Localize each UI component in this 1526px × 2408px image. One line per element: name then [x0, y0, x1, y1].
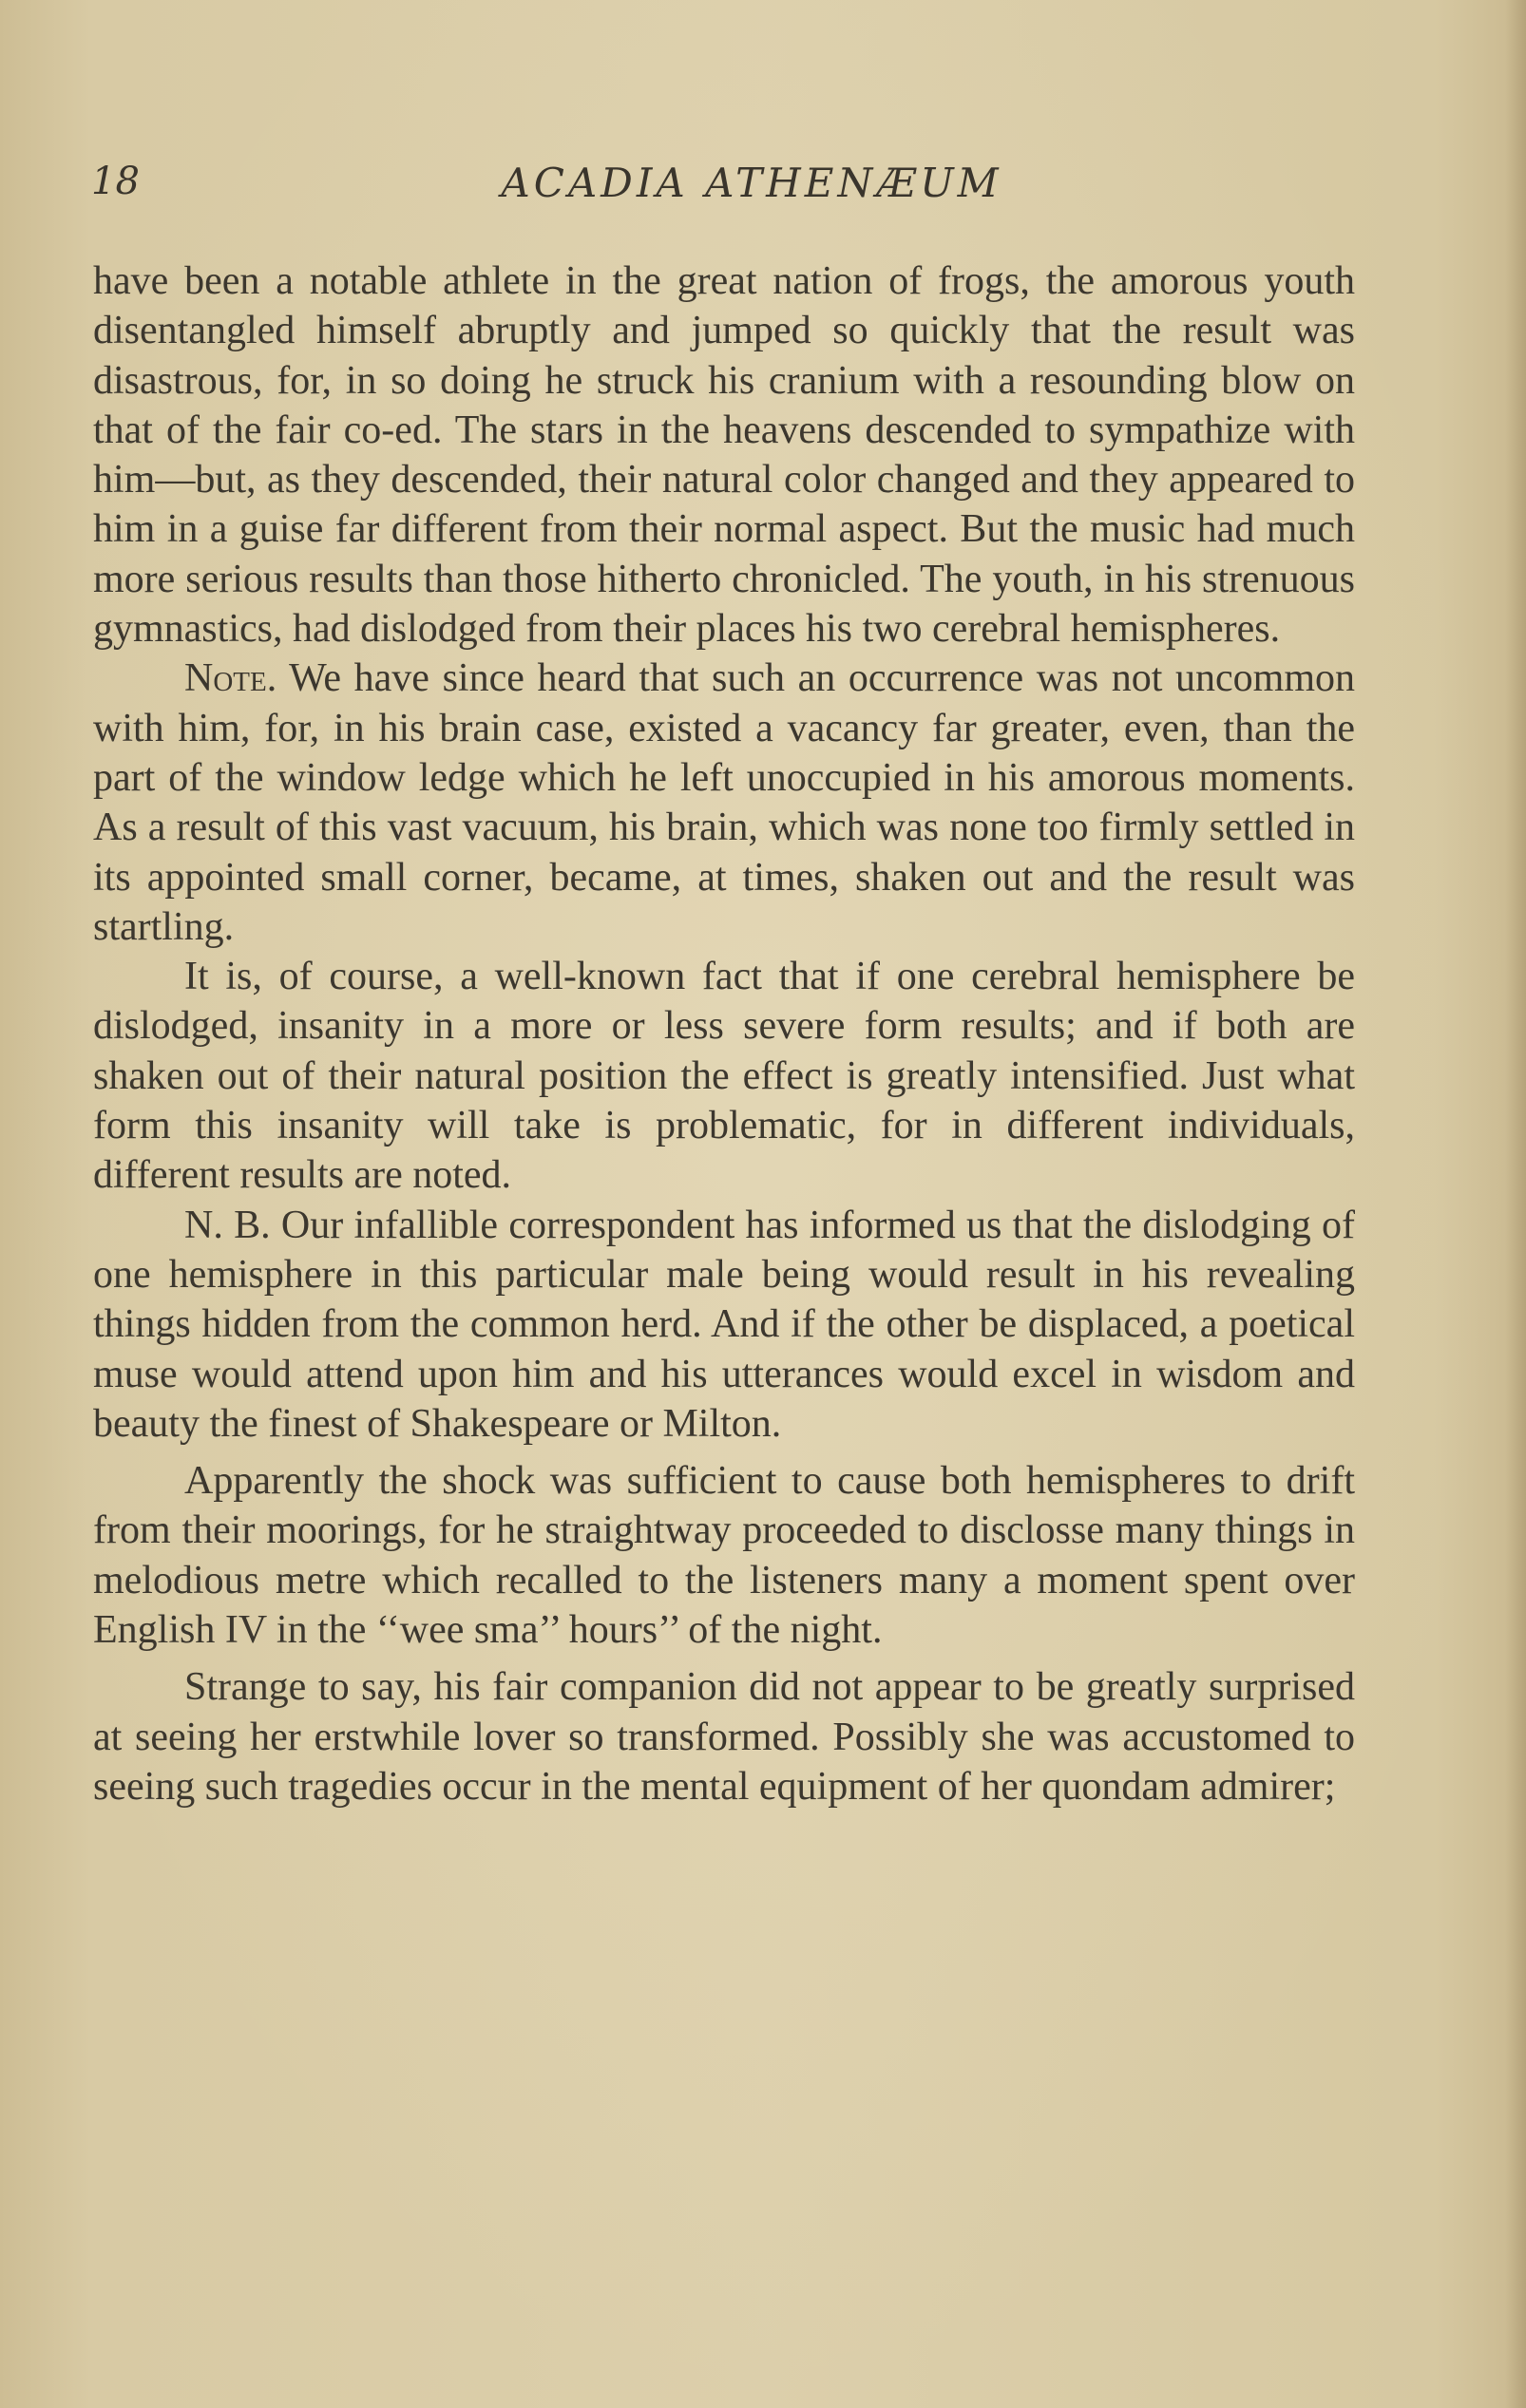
paragraph-note: [93, 654, 1355, 952]
page-number: 18: [91, 160, 140, 203]
paragraph-3: It is, of course, a well-known fact that if one cerebral hemisphere be dislodged, insanity in a more or less severe form results; and if both are shaken out of their natural position the effect is greatly intensified. Just what form this insanity will take is problematic, for in different individuals, different results are noted.: [93, 955, 1355, 1198]
paragraph-nb: N. B. Our infallible correspondent has informed us that the dislodging of one hemisphere in this particular male being would result in his revealing things hidden from the common herd. And if the other be displaced, a poetical muse would attend upon him and his utterances would excel in wisdom and beauty the finest of Shakespeare or Milton.: [93, 1203, 1355, 1446]
body-text: [93, 256, 1355, 1811]
note-label: Note.: [184, 656, 277, 701]
page-edge-shadow: [1505, 0, 1526, 2408]
page-header: [91, 160, 1355, 217]
paragraph-1: have been a notable athlete in the great nation of frogs, the amorous youth disentangled himself abruptly and jumped so quickly that the result was disastrous, for, in so doing he struck his cranium with a resounding blow on that of the fair co-ed. The stars in the heavens descended to sympathize with him—but, as they descended, their natural color changed and they appeared to him in a guise far different from their normal aspect. But the music had much more serious results than those hitherto chronicled. The youth, in his strenuous gymnastics, had dislodged from their places his two cerebral hemispheres.: [93, 259, 1355, 652]
running-title: ACADIA ATHENÆUM: [501, 160, 1002, 206]
paragraph-6: Strange to say, his fair companion did not appear to be greatly surprised at seeing her erstwhile lover so transformed. Possibly she was accustomed to seeing such tragedies occur in the mental equipment of her quondam admirer;: [93, 1665, 1355, 1809]
paragraph-5: Apparently the shock was sufficient to cause both hemispheres to drift from their moorings, for he straightway proceeded to disclosse many things in melodious metre which recalled to the listeners many a moment spent over English IV in the ‘‘wee sma’’ hours’’ of the night.: [93, 1459, 1355, 1653]
note-text: We have since heard that such an occurrence was not uncommon with him, for, in his brain case, existed a vacancy far greater, even, than the part of the window ledge which he left unoccupied in his amorous moments. As a result of this vast vacuum, his brain, which was none too firmly settled in its appointed small corner, became, at times, shaken out and the result was startling.: [93, 656, 1355, 949]
